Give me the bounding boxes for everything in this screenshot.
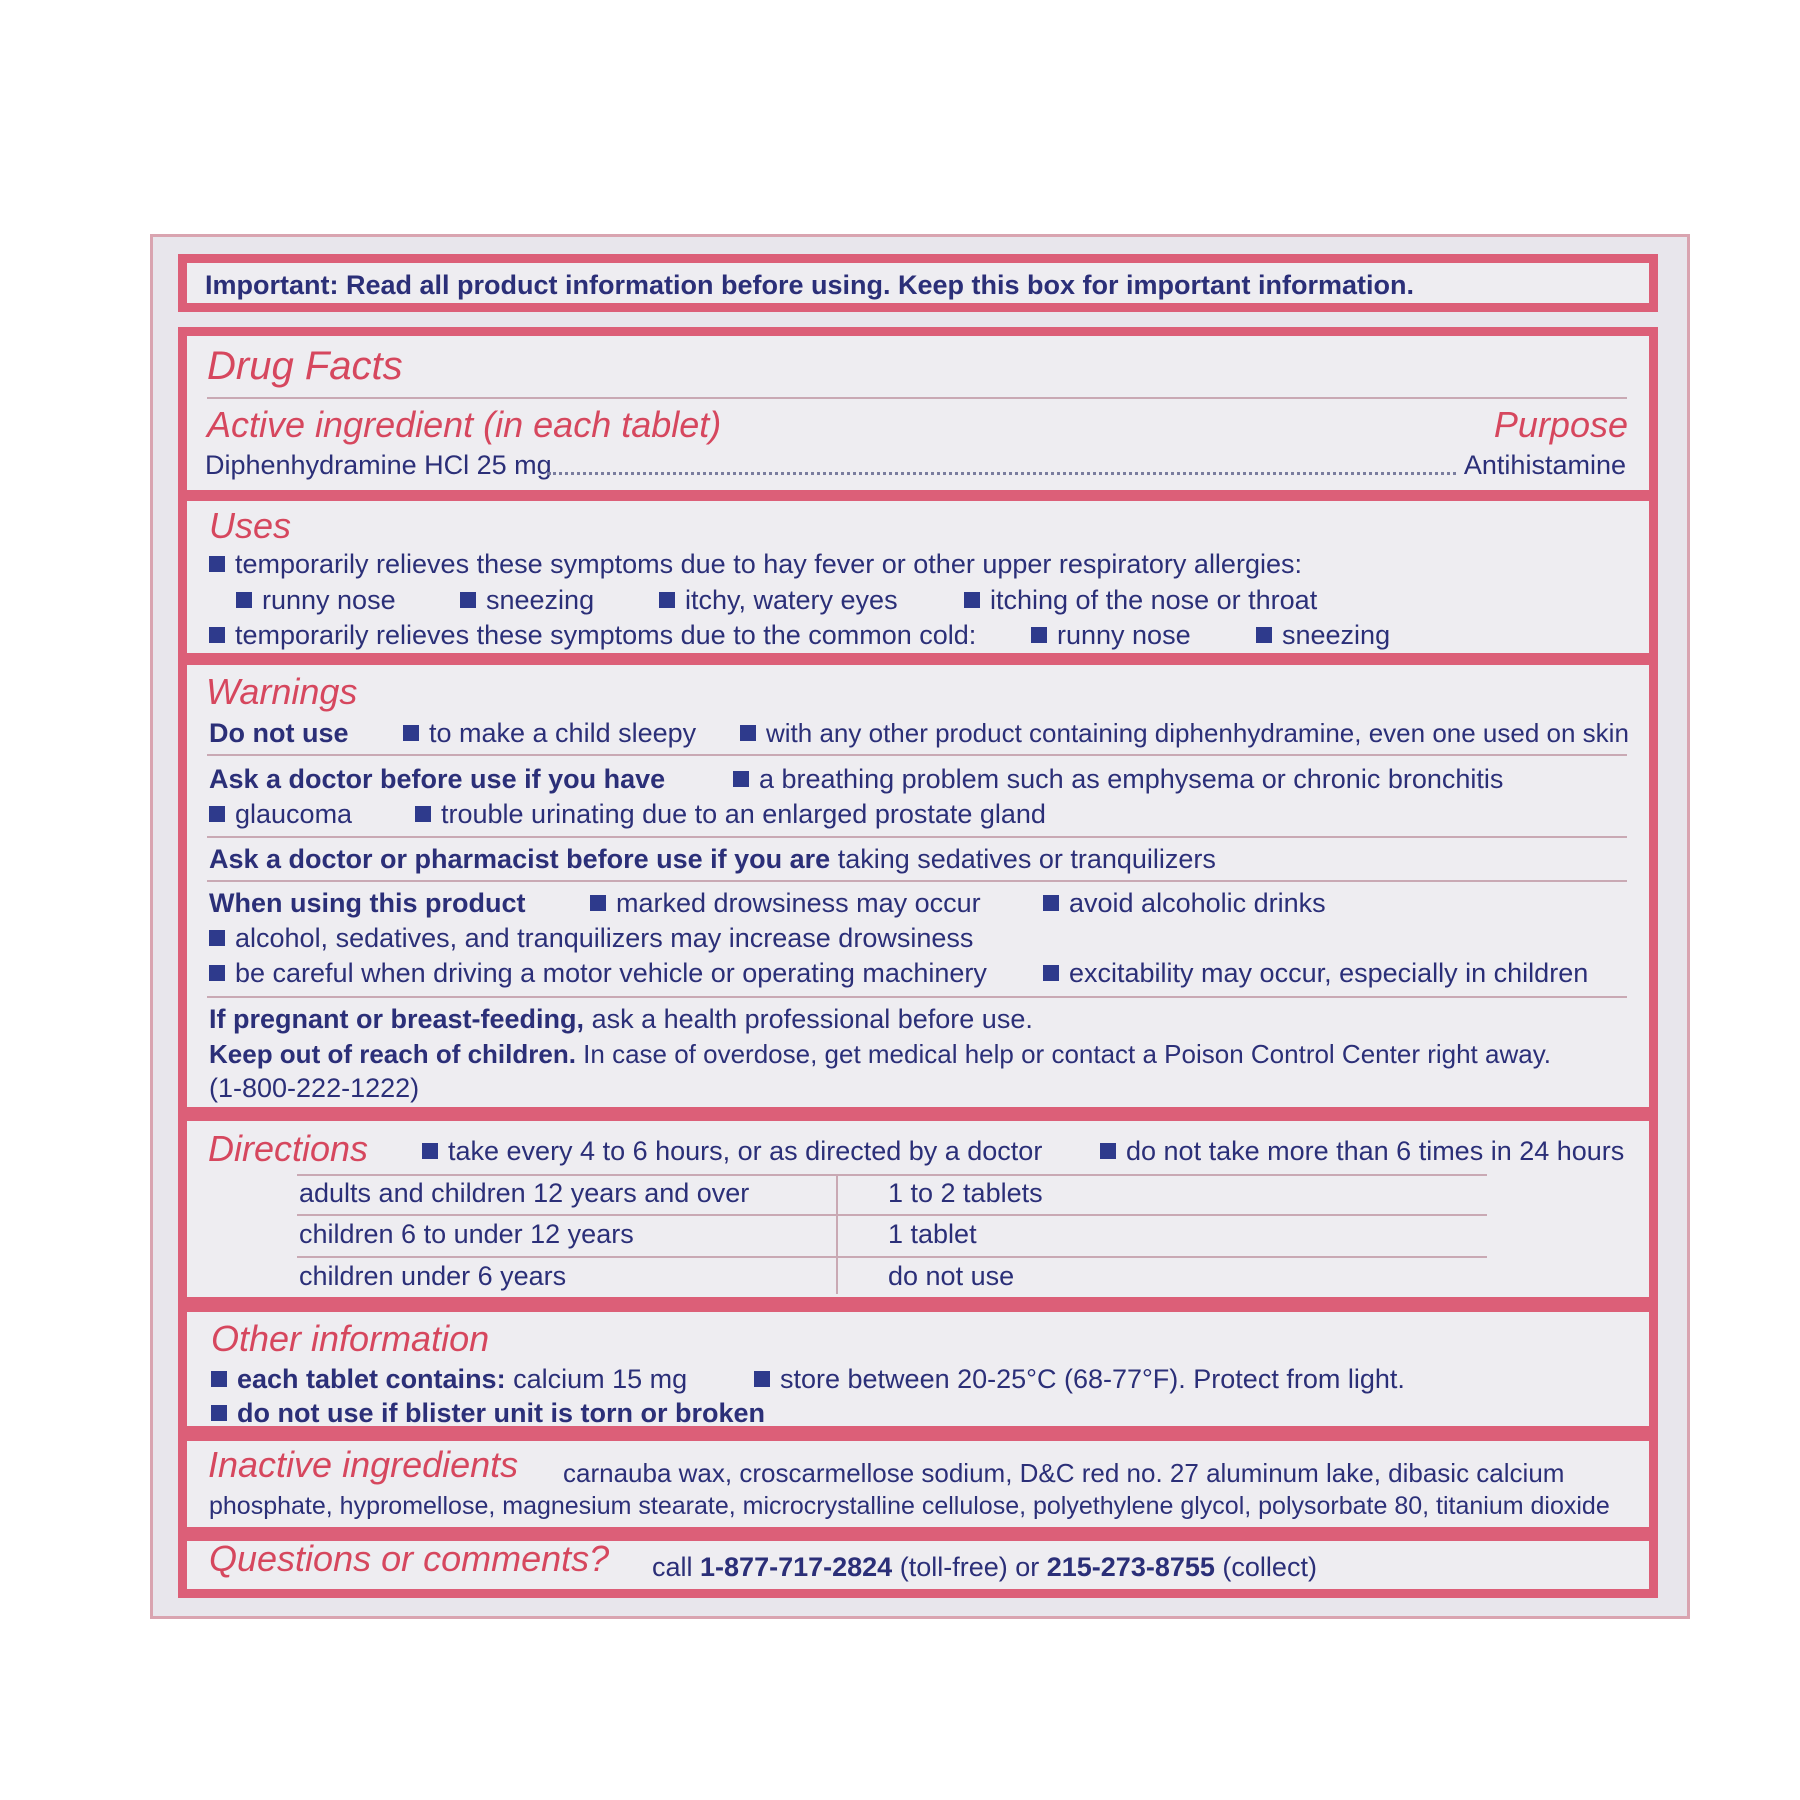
- warning-item-text: avoid alcoholic drinks: [1069, 888, 1326, 918]
- direction-item-text: take every 4 to 6 hours, or as directed by a doctor: [448, 1136, 1043, 1166]
- important-text: Important: Read all product information before using. Keep this box for important information.: [205, 270, 1415, 300]
- bullet-icon: [209, 806, 225, 822]
- call-text: call: [652, 1552, 693, 1582]
- warning-item: [590, 888, 981, 919]
- keep-out-warning: [209, 1039, 1551, 1070]
- table-column-divider: [836, 1174, 838, 1294]
- bullet-icon: [740, 725, 756, 741]
- warning-item: [209, 799, 352, 830]
- warning-item-text: a breathing problem such as emphysema or chronic bronchitis: [759, 764, 1504, 794]
- other-info-title: Other information: [211, 1318, 490, 1359]
- bullet-icon: [209, 627, 225, 643]
- bullet-icon: [209, 965, 225, 981]
- inactive-ingredients-line-1: carnauba wax, croscarmellose sodium, D&C red no. 27 aluminum lake, dibasic calcium: [563, 1458, 1565, 1488]
- warning-item: [209, 958, 987, 989]
- bullet-icon: [1031, 627, 1047, 643]
- warning-item: [740, 718, 1629, 749]
- bullet-icon: [1256, 627, 1272, 643]
- active-ingredient-heading: Active ingredient (in each tablet): [207, 404, 722, 445]
- questions-contact: [652, 1552, 1317, 1583]
- warning-item: [415, 799, 1046, 830]
- warning-item-text: trouble urinating due to an enlarged prostate gland: [441, 799, 1046, 829]
- ingredient-purpose: Antihistamine: [1463, 450, 1626, 480]
- blister-text: do not use if blister unit is torn or broken: [237, 1398, 766, 1428]
- bullet-icon: [403, 725, 419, 741]
- leader-dots: [548, 472, 1456, 475]
- bullet-icon: [659, 592, 675, 608]
- pregnant-label: If pregnant or breast-feeding,: [209, 1004, 585, 1034]
- direction-item: [422, 1136, 1042, 1167]
- ask-pharmacist-text: taking sedatives or tranquilizers: [837, 844, 1216, 874]
- dosage-age: adults and children 12 years and over: [299, 1178, 750, 1208]
- symptom-text: itching of the nose or throat: [990, 585, 1318, 615]
- bullet-icon: [209, 556, 225, 572]
- ask-pharmacist-label: Ask a doctor or pharmacist before use if you are: [209, 844, 831, 874]
- divider: [207, 397, 1627, 399]
- purpose-heading: Purpose: [1493, 404, 1628, 445]
- warning-item-text: excitability may occur, especially in children: [1069, 958, 1589, 988]
- symptom: [659, 585, 898, 616]
- uses-line-1-text: temporarily relieves these symptoms due to hay fever or other upper respiratory allergies:: [235, 549, 1302, 579]
- warning-item-text: alcohol, sedatives, and tranquilizers may increase drowsiness: [235, 923, 974, 953]
- warning-item: [733, 764, 1503, 795]
- table-rule: [297, 1214, 1487, 1216]
- bullet-icon: [209, 930, 225, 946]
- keep-out-text: In case of overdose, get medical help or contact a Poison Control Center right away.: [583, 1039, 1551, 1069]
- symptom-text: sneezing: [1282, 620, 1391, 650]
- dosage-age: children 6 to under 12 years: [299, 1219, 634, 1249]
- warnings-title: Warnings: [206, 671, 358, 712]
- bullet-icon: [1100, 1143, 1116, 1159]
- bullet-icon: [211, 1371, 227, 1387]
- collect-phone: 215-273-8755: [1046, 1552, 1215, 1582]
- other-item: [211, 1364, 687, 1395]
- bullet-icon: [415, 806, 431, 822]
- bullet-icon: [1043, 965, 1059, 981]
- when-using-label: When using this product: [209, 888, 526, 918]
- divider: [207, 996, 1627, 998]
- symptom-text: sneezing: [486, 585, 595, 615]
- dosage-amount: 1 to 2 tablets: [888, 1178, 1043, 1208]
- bullet-icon: [211, 1405, 227, 1421]
- symptom: [1256, 620, 1390, 651]
- dosage-amount: 1 tablet: [888, 1219, 977, 1249]
- ask-doctor-label: Ask a doctor before use if you have: [209, 764, 666, 794]
- direction-item: [1100, 1136, 1624, 1167]
- other-item: [211, 1398, 765, 1429]
- drug-facts-title: Drug Facts: [207, 344, 403, 388]
- each-tablet-label: each tablet contains:: [237, 1364, 506, 1394]
- each-tablet-text: calcium 15 mg: [513, 1364, 688, 1394]
- bullet-icon: [590, 895, 606, 911]
- symptom: [460, 585, 594, 616]
- warning-item: [403, 718, 696, 749]
- uses-line-1: [209, 549, 1302, 580]
- symptom-text: runny nose: [262, 585, 396, 615]
- symptom-text: itchy, watery eyes: [685, 585, 898, 615]
- table-rule: [297, 1256, 1487, 1258]
- toll-free-phone: 1-877-717-2824: [700, 1552, 893, 1582]
- ingredient-name: Diphenhydramine HCl 25 mg: [205, 450, 552, 480]
- uses-title: Uses: [209, 505, 292, 546]
- direction-item-text: do not take more than 6 times in 24 hours: [1126, 1136, 1625, 1166]
- warning-item: [1043, 958, 1588, 989]
- symptom: [964, 585, 1317, 616]
- divider: [207, 754, 1627, 756]
- inactive-ingredients-line-2: phosphate, hypromellose, magnesium stearate, microcrystalline cellulose, polyethylene glycol, polysorbate 80, titanium dioxide: [209, 1492, 1610, 1520]
- warning-item-text: marked drowsiness may occur: [616, 888, 981, 918]
- symptom: [236, 585, 396, 616]
- collect-text: (collect): [1222, 1552, 1317, 1582]
- keep-out-label: Keep out of reach of children.: [209, 1039, 576, 1069]
- storage-text: store between 20-25°C (68-77°F). Protect from light.: [780, 1364, 1405, 1394]
- warning-item-text: glaucoma: [235, 799, 353, 829]
- warning-item-text: be careful when driving a motor vehicle or operating machinery: [235, 958, 987, 988]
- divider: [207, 836, 1627, 838]
- symptom-text: runny nose: [1057, 620, 1191, 650]
- warning-item: [1043, 888, 1326, 919]
- ask-pharmacist: [209, 844, 1216, 875]
- pregnant-warning: [209, 1004, 1033, 1035]
- questions-title: Questions or comments?: [209, 1538, 610, 1579]
- directions-title: Directions: [208, 1128, 369, 1169]
- bullet-icon: [964, 592, 980, 608]
- divider: [207, 880, 1627, 882]
- bullet-icon: [236, 592, 252, 608]
- dosage-amount: do not use: [888, 1261, 1015, 1291]
- warning-item-text: with any other product containing diphenhydramine, even one used on skin: [766, 718, 1629, 748]
- bullet-icon: [754, 1371, 770, 1387]
- uses-line-2-text: temporarily relieves these symptoms due to the common cold:: [235, 620, 977, 650]
- pregnant-text: ask a health professional before use.: [591, 1004, 1033, 1034]
- table-rule: [297, 1174, 1487, 1176]
- bullet-icon: [422, 1143, 438, 1159]
- bullet-icon: [460, 592, 476, 608]
- warning-item: [209, 923, 973, 954]
- symptom: [1031, 620, 1191, 651]
- warning-item-text: to make a child sleepy: [429, 718, 697, 748]
- inactive-ingredients-title: Inactive ingredients: [208, 1444, 519, 1485]
- poison-control-phone: (1-800-222-1222): [209, 1073, 420, 1103]
- other-item: [754, 1364, 1405, 1395]
- uses-line-2: [209, 620, 976, 651]
- bullet-icon: [1043, 895, 1059, 911]
- do-not-use-label: Do not use: [209, 718, 349, 748]
- toll-free-text: (toll-free) or: [899, 1552, 1040, 1582]
- dosage-age: children under 6 years: [299, 1261, 567, 1291]
- bullet-icon: [733, 771, 749, 787]
